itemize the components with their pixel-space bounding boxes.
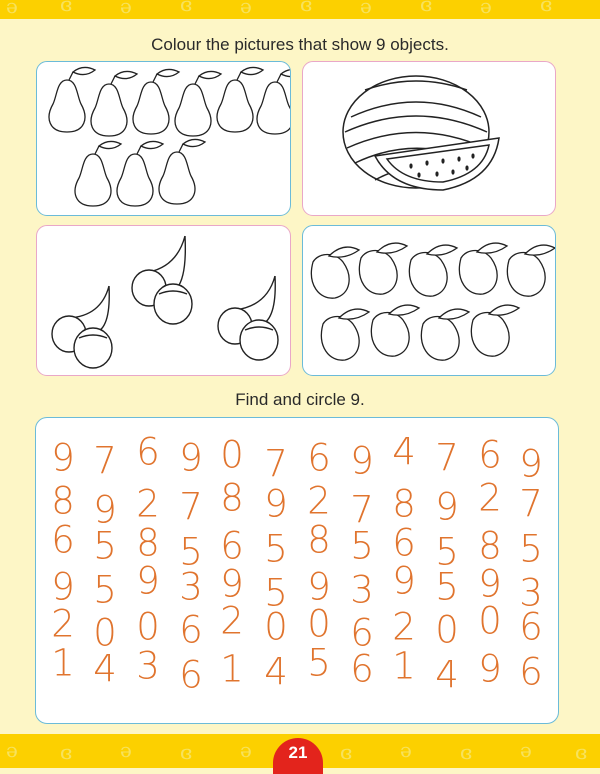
mangoes-drawing <box>303 226 556 376</box>
grid-digit[interactable]: 8 <box>51 479 75 523</box>
grid-digit[interactable]: 5 <box>93 568 117 612</box>
grid-digit[interactable]: 4 <box>392 430 416 474</box>
cherry-pair <box>132 236 192 324</box>
mango <box>371 305 419 356</box>
grid-digit[interactable]: 9 <box>435 485 459 529</box>
pear <box>133 69 179 134</box>
grid-digit[interactable]: 0 <box>264 605 288 649</box>
grid-digit[interactable]: 9 <box>93 488 117 532</box>
grid-digit[interactable]: 7 <box>264 442 288 486</box>
page-number-badge: 21 <box>273 738 323 774</box>
grid-digit[interactable]: 3 <box>350 568 374 612</box>
mango <box>421 309 469 360</box>
grid-digit[interactable]: 5 <box>93 524 117 568</box>
pear <box>175 71 221 136</box>
grid-digit[interactable]: 2 <box>478 476 502 520</box>
grid-digit[interactable]: 6 <box>51 518 75 562</box>
pear <box>159 139 205 204</box>
grid-digit[interactable]: 2 <box>392 605 416 649</box>
grid-digit[interactable]: 9 <box>478 562 502 606</box>
pear <box>257 69 291 134</box>
grid-digit[interactable]: 0 <box>220 433 244 477</box>
grid-digit[interactable]: 6 <box>478 433 502 477</box>
grid-digit[interactable]: 7 <box>179 485 203 529</box>
grid-digit[interactable]: 5 <box>307 641 331 685</box>
mango <box>321 309 369 360</box>
grid-digit[interactable]: 0 <box>307 602 331 646</box>
grid-digit[interactable]: 6 <box>220 524 244 568</box>
grid-digit[interactable]: 8 <box>392 482 416 526</box>
grid-digit[interactable]: 6 <box>136 430 160 474</box>
cherry-pair <box>52 286 112 368</box>
grid-digit[interactable]: 0 <box>478 599 502 643</box>
grid-digit[interactable]: 9 <box>392 559 416 603</box>
grid-digit[interactable]: 8 <box>307 518 331 562</box>
top-decor-band: ə ɞ ə ɞ ə ɞ ə ɞ ə ɞ <box>0 0 600 19</box>
grid-digit[interactable]: 6 <box>350 611 374 655</box>
grid-digit[interactable]: 9 <box>350 439 374 483</box>
grid-digit[interactable]: 8 <box>220 476 244 520</box>
mango <box>409 245 457 296</box>
watermelon-drawing <box>303 62 556 216</box>
mango <box>359 243 407 294</box>
cherry-pair <box>218 276 278 360</box>
mango <box>311 247 359 298</box>
grid-digit[interactable]: 9 <box>136 559 160 603</box>
pear <box>49 67 95 132</box>
grid-digit[interactable]: 3 <box>519 571 543 615</box>
grid-digit[interactable]: 6 <box>519 605 543 649</box>
grid-digit[interactable]: 0 <box>136 605 160 649</box>
pears-drawing <box>37 62 291 216</box>
grid-digit[interactable]: 3 <box>179 565 203 609</box>
bottom-decor-band: ə ɞ ə ɞ ə ɞ ə ɞ ə ɞ <box>0 734 600 768</box>
grid-digit[interactable]: 9 <box>264 482 288 526</box>
pear <box>117 141 163 206</box>
grid-digit[interactable]: 2 <box>220 599 244 643</box>
grid-digit[interactable]: 1 <box>220 647 244 691</box>
mango <box>507 245 555 296</box>
grid-digit[interactable]: 7 <box>350 488 374 532</box>
grid-digit[interactable]: 7 <box>93 439 117 483</box>
cherries-picture[interactable] <box>36 225 291 376</box>
grid-digit[interactable]: 4 <box>435 653 459 697</box>
pears-picture[interactable] <box>36 61 291 216</box>
grid-digit[interactable]: 4 <box>93 647 117 691</box>
grid-digit[interactable]: 2 <box>307 479 331 523</box>
grid-digit[interactable]: 5 <box>435 565 459 609</box>
grid-digit[interactable]: 3 <box>136 644 160 688</box>
grid-digit[interactable]: 9 <box>179 436 203 480</box>
colour-instruction: Colour the pictures that show 9 objects. <box>151 35 449 54</box>
grid-digit[interactable]: 0 <box>93 611 117 655</box>
grid-digit[interactable]: 8 <box>136 521 160 565</box>
grid-digit[interactable]: 7 <box>435 436 459 480</box>
grid-digit[interactable]: 6 <box>179 608 203 652</box>
grid-digit[interactable]: 9 <box>478 647 502 691</box>
digit-grid <box>35 417 559 724</box>
grid-digit[interactable]: 6 <box>392 521 416 565</box>
grid-digit[interactable]: 5 <box>179 530 203 574</box>
watermelon-picture[interactable] <box>302 61 556 216</box>
grid-digit[interactable]: 5 <box>264 571 288 615</box>
mangoes-picture[interactable] <box>302 225 556 376</box>
grid-digit[interactable]: 7 <box>519 482 543 526</box>
pear <box>217 67 263 132</box>
grid-digit[interactable]: 5 <box>350 524 374 568</box>
grid-digit[interactable]: 4 <box>264 650 288 694</box>
grid-digit[interactable]: 1 <box>51 641 75 685</box>
grid-digit[interactable]: 1 <box>392 644 416 688</box>
grid-digit[interactable]: 8 <box>478 524 502 568</box>
grid-digit[interactable]: 2 <box>51 602 75 646</box>
grid-digit[interactable]: 9 <box>51 436 75 480</box>
grid-digit[interactable]: 6 <box>179 653 203 697</box>
grid-digit[interactable]: 5 <box>519 527 543 571</box>
grid-digit[interactable]: 6 <box>350 647 374 691</box>
find-instruction: Find and circle 9. <box>235 390 365 409</box>
pear <box>91 71 137 136</box>
cherries-drawing <box>37 226 291 376</box>
grid-digit[interactable]: 9 <box>307 565 331 609</box>
grid-digit[interactable]: 9 <box>220 562 244 606</box>
pear <box>75 141 121 206</box>
grid-digit[interactable]: 6 <box>307 436 331 480</box>
mango <box>471 305 519 356</box>
grid-digit[interactable]: 5 <box>264 527 288 571</box>
grid-digit[interactable]: 9 <box>51 565 75 609</box>
grid-digit[interactable]: 6 <box>519 650 543 694</box>
grid-digit[interactable]: 0 <box>435 608 459 652</box>
grid-digit[interactable]: 9 <box>519 442 543 486</box>
grid-digit[interactable]: 2 <box>136 482 160 526</box>
grid-digit[interactable]: 5 <box>435 530 459 574</box>
mango <box>459 243 507 294</box>
